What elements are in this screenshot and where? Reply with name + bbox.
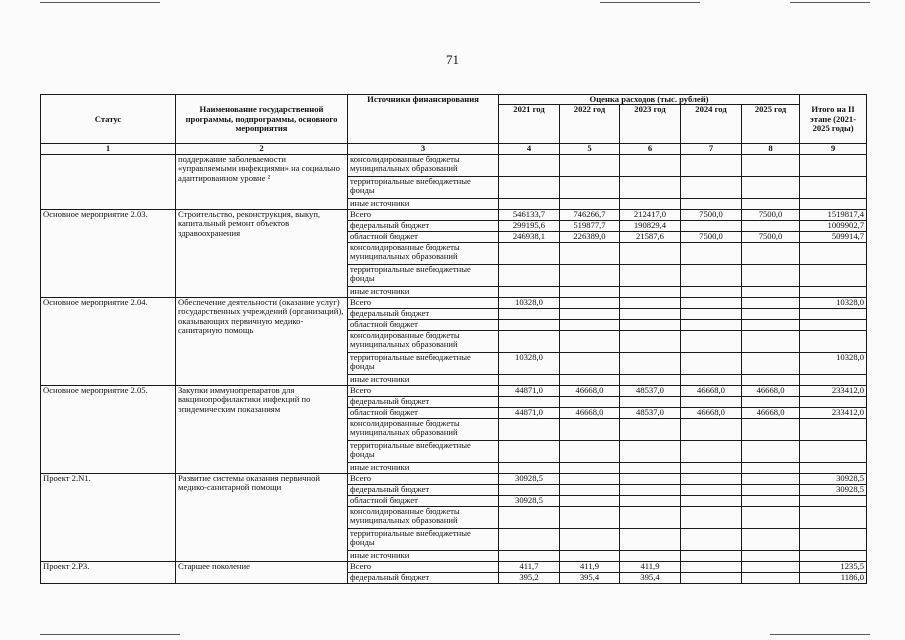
cell-year-value	[560, 473, 620, 484]
row-funding-source: иные источники	[348, 286, 499, 297]
header-year-2022: 2022 год	[560, 105, 620, 144]
cell-year-value: 46668,0	[681, 407, 742, 418]
row-measure-name: Закупки иммунопрепаратов для вакцинопрофилактики инфекций по эпидемическим показаниям	[176, 385, 348, 473]
table-row	[41, 561, 867, 572]
cell-year-value: 546133,7	[499, 209, 560, 220]
cell-year-value	[742, 308, 800, 319]
cell-total	[800, 154, 867, 176]
cell-year-value	[499, 528, 560, 550]
cell-year-value	[560, 286, 620, 297]
cell-year-value	[560, 495, 620, 506]
cell-year-value: 30928,5	[499, 473, 560, 484]
cell-year-value	[742, 528, 800, 550]
cell-year-value: 395,2	[499, 572, 560, 583]
row-status	[41, 154, 176, 209]
cell-year-value: 30928,5	[499, 495, 560, 506]
cell-year-value: 46668,0	[742, 385, 800, 396]
cell-year-value: 48537,0	[620, 407, 681, 418]
cell-year-value	[499, 319, 560, 330]
row-funding-source: территориальные внебюджетные фонды	[348, 440, 499, 462]
cell-total	[800, 462, 867, 473]
cell-year-value: 44871,0	[499, 407, 560, 418]
row-funding-source: Всего	[348, 209, 499, 220]
cell-year-value	[560, 418, 620, 440]
cell-year-value	[620, 198, 681, 209]
row-funding-source: Всего	[348, 297, 499, 308]
cell-total	[800, 528, 867, 550]
cell-year-value	[620, 506, 681, 528]
cell-year-value	[681, 462, 742, 473]
cell-total: 1235,5	[800, 561, 867, 572]
row-funding-source: федеральный бюджет	[348, 396, 499, 407]
column-index-row	[41, 144, 867, 154]
cell-year-value	[560, 484, 620, 495]
cell-year-value	[742, 220, 800, 231]
row-funding-source: консолидированные бюджеты муниципальных образований	[348, 330, 499, 352]
top-edge-line-left	[40, 2, 160, 3]
cell-total	[800, 319, 867, 330]
cell-year-value: 7500,0	[742, 209, 800, 220]
row-funding-source: областной бюджет	[348, 231, 499, 242]
cell-year-value	[681, 220, 742, 231]
table-row	[41, 385, 867, 396]
header-year-2024: 2024 год	[681, 105, 742, 144]
bottom-edge-line-right	[770, 634, 870, 635]
cell-year-value: 7500,0	[742, 231, 800, 242]
cell-year-value	[681, 154, 742, 176]
row-funding-source: федеральный бюджет	[348, 572, 499, 583]
cell-year-value	[499, 396, 560, 407]
cell-year-value	[620, 308, 681, 319]
cell-year-value: 46668,0	[560, 385, 620, 396]
cell-year-value	[620, 418, 681, 440]
cell-year-value	[681, 198, 742, 209]
cell-year-value	[499, 308, 560, 319]
cell-year-value	[499, 176, 560, 198]
cell-total: 1186,0	[800, 572, 867, 583]
row-funding-source: территориальные внебюджетные фонды	[348, 352, 499, 374]
cell-year-value	[742, 264, 800, 286]
cell-year-value	[499, 242, 560, 264]
cell-year-value	[681, 374, 742, 385]
cell-year-value	[620, 462, 681, 473]
row-status: Основное мероприятие 2.05.	[41, 385, 176, 473]
cell-year-value	[499, 286, 560, 297]
cell-year-value	[681, 352, 742, 374]
cell-year-value	[560, 154, 620, 176]
cell-total: 30928,5	[800, 484, 867, 495]
cell-year-value: 21587,6	[620, 231, 681, 242]
cell-total: 10328,0	[800, 297, 867, 308]
expenditure-table	[40, 94, 867, 584]
cell-year-value	[560, 462, 620, 473]
cell-year-value: 411,7	[499, 561, 560, 572]
cell-total	[800, 330, 867, 352]
cell-total: 30928,5	[800, 473, 867, 484]
column-index: 6	[620, 144, 681, 154]
cell-year-value	[681, 495, 742, 506]
header-sources: Источники финансирования	[348, 95, 499, 144]
cell-total: 509914,7	[800, 231, 867, 242]
row-measure-name: Обеспечение деятельности (оказание услуг) государственных учреждений (организаций), оказывающих первичную медико-санитарную помощь	[176, 297, 348, 385]
cell-year-value	[560, 528, 620, 550]
cell-total: 1009902,7	[800, 220, 867, 231]
cell-year-value: 246938,1	[499, 231, 560, 242]
cell-year-value	[499, 462, 560, 473]
column-index: 7	[681, 144, 742, 154]
cell-year-value: 395,4	[620, 572, 681, 583]
cell-year-value: 411,9	[620, 561, 681, 572]
column-index: 1	[41, 144, 176, 154]
top-edge-line-right	[790, 2, 870, 3]
header-year-2025: 2025 год	[742, 105, 800, 144]
cell-year-value	[742, 550, 800, 561]
cell-year-value	[742, 286, 800, 297]
cell-year-value	[742, 374, 800, 385]
cell-total	[800, 506, 867, 528]
cell-year-value	[560, 176, 620, 198]
cell-year-value	[560, 352, 620, 374]
cell-year-value	[742, 572, 800, 583]
cell-year-value: 10328,0	[499, 297, 560, 308]
cell-year-value	[742, 473, 800, 484]
row-funding-source: иные источники	[348, 462, 499, 473]
cell-year-value	[681, 506, 742, 528]
cell-year-value	[620, 528, 681, 550]
cell-year-value: 7500,0	[681, 231, 742, 242]
cell-year-value	[620, 396, 681, 407]
cell-total	[800, 495, 867, 506]
cell-year-value	[499, 418, 560, 440]
header-year-2021: 2021 год	[499, 105, 560, 144]
cell-total: 233412,0	[800, 407, 867, 418]
row-funding-source: областной бюджет	[348, 319, 499, 330]
cell-year-value	[499, 330, 560, 352]
cell-year-value	[499, 440, 560, 462]
cell-year-value	[560, 264, 620, 286]
cell-year-value	[681, 550, 742, 561]
cell-year-value: 411,9	[560, 561, 620, 572]
cell-year-value: 46668,0	[681, 385, 742, 396]
cell-year-value	[499, 198, 560, 209]
cell-year-value	[681, 484, 742, 495]
cell-year-value	[681, 418, 742, 440]
cell-year-value: 395,4	[560, 572, 620, 583]
cell-year-value	[742, 352, 800, 374]
cell-total	[800, 286, 867, 297]
cell-year-value	[742, 176, 800, 198]
cell-year-value	[742, 495, 800, 506]
row-status: Основное мероприятие 2.03.	[41, 209, 176, 297]
cell-year-value	[681, 330, 742, 352]
cell-total	[800, 440, 867, 462]
row-measure-name: Строительство, реконструкция, выкуп, капитальный ремонт объектов здравоохранения	[176, 209, 348, 297]
cell-year-value	[681, 286, 742, 297]
page-number: 71	[446, 52, 459, 67]
cell-year-value	[560, 330, 620, 352]
cell-year-value	[499, 264, 560, 286]
cell-total	[800, 308, 867, 319]
cell-year-value	[620, 374, 681, 385]
header-status: Статус	[41, 95, 176, 144]
row-funding-source: федеральный бюджет	[348, 308, 499, 319]
bottom-edge-line-left	[40, 634, 180, 635]
header-name: Наименование государственной программы, подпрограммы, основного мероприятия	[176, 95, 348, 144]
row-funding-source: Всего	[348, 473, 499, 484]
cell-year-value	[560, 506, 620, 528]
row-funding-source: иные источники	[348, 550, 499, 561]
table-body	[41, 154, 867, 583]
cell-year-value	[681, 528, 742, 550]
cell-year-value	[620, 176, 681, 198]
cell-year-value	[499, 374, 560, 385]
cell-year-value	[681, 242, 742, 264]
cell-year-value	[742, 440, 800, 462]
row-funding-source: Всего	[348, 561, 499, 572]
row-funding-source: иные источники	[348, 374, 499, 385]
cell-year-value: 226389,0	[560, 231, 620, 242]
row-funding-source: федеральный бюджет	[348, 220, 499, 231]
top-edge-line-mid	[600, 2, 700, 3]
cell-year-value	[560, 440, 620, 462]
row-funding-source: консолидированные бюджеты муниципальных образований	[348, 242, 499, 264]
cell-year-value	[560, 550, 620, 561]
cell-year-value	[742, 319, 800, 330]
cell-year-value	[560, 374, 620, 385]
cell-total	[800, 264, 867, 286]
row-status: Проект 2.Р3.	[41, 561, 176, 583]
column-index: 4	[499, 144, 560, 154]
cell-year-value	[742, 242, 800, 264]
row-status: Основное мероприятие 2.04.	[41, 297, 176, 385]
cell-year-value	[620, 286, 681, 297]
row-funding-source: областной бюджет	[348, 407, 499, 418]
cell-total: 233412,0	[800, 385, 867, 396]
row-measure-name: Развитие системы оказания первичной медико-санитарной помощи	[176, 473, 348, 561]
cell-year-value	[560, 242, 620, 264]
cell-year-value	[681, 572, 742, 583]
cell-year-value	[742, 198, 800, 209]
row-status: Проект 2.N1.	[41, 473, 176, 561]
cell-year-value	[681, 473, 742, 484]
column-index: 8	[742, 144, 800, 154]
row-funding-source: Всего	[348, 385, 499, 396]
cell-total	[800, 176, 867, 198]
row-funding-source: территориальные внебюджетные фонды	[348, 264, 499, 286]
cell-total	[800, 550, 867, 561]
row-funding-source: консолидированные бюджеты муниципальных образований	[348, 418, 499, 440]
cell-year-value: 46668,0	[560, 407, 620, 418]
cell-year-value: 212417,0	[620, 209, 681, 220]
row-measure-name: поддержание заболеваемости «управляемыми инфекциями» на социально адаптированном уровне ²	[176, 154, 348, 209]
cell-year-value	[742, 396, 800, 407]
cell-year-value	[560, 297, 620, 308]
cell-year-value	[742, 462, 800, 473]
cell-total	[800, 242, 867, 264]
cell-year-value	[620, 484, 681, 495]
cell-year-value	[560, 396, 620, 407]
cell-year-value	[620, 264, 681, 286]
cell-year-value	[620, 440, 681, 462]
cell-year-value	[620, 550, 681, 561]
cell-year-value	[499, 550, 560, 561]
row-funding-source: федеральный бюджет	[348, 484, 499, 495]
row-funding-source: консолидированные бюджеты муниципальных образований	[348, 154, 499, 176]
cell-year-value	[681, 396, 742, 407]
cell-total	[800, 396, 867, 407]
cell-year-value	[742, 506, 800, 528]
header-year-2023: 2023 год	[620, 105, 681, 144]
column-index: 3	[348, 144, 499, 154]
cell-year-value	[560, 319, 620, 330]
cell-year-value	[620, 297, 681, 308]
cell-year-value	[620, 352, 681, 374]
cell-year-value: 7500,0	[681, 209, 742, 220]
cell-year-value	[499, 154, 560, 176]
cell-year-value	[620, 330, 681, 352]
cell-year-value: 746266,7	[560, 209, 620, 220]
cell-year-value	[742, 330, 800, 352]
cell-year-value: 10328,0	[499, 352, 560, 374]
cell-year-value	[560, 308, 620, 319]
cell-year-value	[742, 297, 800, 308]
column-index: 5	[560, 144, 620, 154]
cell-year-value	[620, 154, 681, 176]
cell-year-value: 190829,4	[620, 220, 681, 231]
cell-year-value	[499, 484, 560, 495]
row-funding-source: территориальные внебюджетные фонды	[348, 176, 499, 198]
cell-year-value	[620, 319, 681, 330]
cell-year-value	[681, 440, 742, 462]
row-funding-source: иные источники	[348, 198, 499, 209]
row-funding-source: областной бюджет	[348, 495, 499, 506]
table-row	[41, 473, 867, 484]
cell-year-value: 44871,0	[499, 385, 560, 396]
cell-total: 1519817,4	[800, 209, 867, 220]
cell-year-value	[620, 242, 681, 264]
cell-total	[800, 198, 867, 209]
cell-total	[800, 374, 867, 385]
table-row	[41, 154, 867, 176]
table-row	[41, 209, 867, 220]
cell-year-value	[742, 561, 800, 572]
cell-year-value: 46668,0	[742, 407, 800, 418]
cell-total: 10328,0	[800, 352, 867, 374]
row-funding-source: территориальные внебюджетные фонды	[348, 528, 499, 550]
cell-year-value	[742, 154, 800, 176]
cell-year-value	[681, 176, 742, 198]
cell-year-value	[620, 495, 681, 506]
cell-year-value	[681, 264, 742, 286]
cell-year-value	[620, 473, 681, 484]
header-total: Итого на II этапе (2021-2025 годы)	[800, 95, 867, 144]
header-estimate: Оценка расходов (тыс. рублей)	[499, 95, 800, 105]
cell-year-value	[742, 418, 800, 440]
cell-year-value	[681, 561, 742, 572]
column-index: 2	[176, 144, 348, 154]
cell-year-value	[560, 198, 620, 209]
cell-year-value	[499, 506, 560, 528]
cell-year-value: 48537,0	[620, 385, 681, 396]
row-funding-source: консолидированные бюджеты муниципальных образований	[348, 506, 499, 528]
cell-year-value	[681, 319, 742, 330]
row-measure-name: Старшее поколение	[176, 561, 348, 583]
cell-year-value: 519877,7	[560, 220, 620, 231]
cell-year-value	[681, 297, 742, 308]
cell-year-value	[742, 484, 800, 495]
table-row	[41, 297, 867, 308]
cell-year-value	[681, 308, 742, 319]
column-index: 9	[800, 144, 867, 154]
cell-year-value: 299195,6	[499, 220, 560, 231]
cell-total	[800, 418, 867, 440]
